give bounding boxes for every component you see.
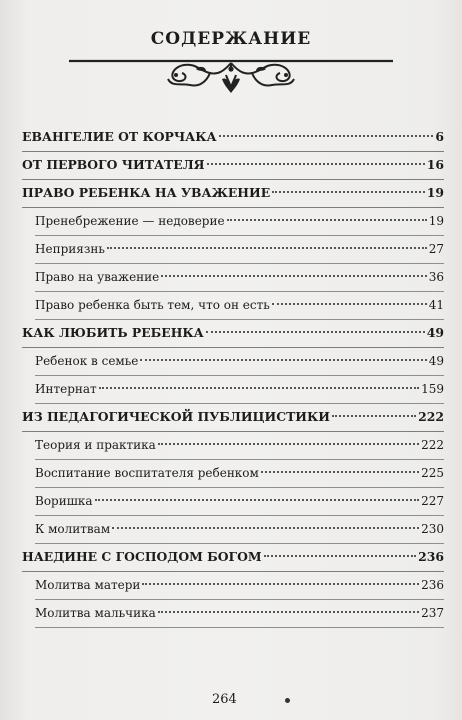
- toc-entry-title: Право на уважение: [35, 270, 160, 284]
- toc-subsection-entry: [22, 207, 444, 235]
- toc-subsection-entry: [22, 515, 444, 543]
- toc-entry-title: Воспитание воспитателя ребенком: [35, 466, 259, 480]
- toc-subsection-entry: [22, 459, 444, 487]
- dot-leader: [140, 359, 426, 361]
- toc-entry-page-number: 27: [428, 242, 444, 256]
- toc-subsection-entry: [22, 291, 444, 319]
- toc-subsection-entry: [22, 235, 444, 263]
- toc-entry-page-number: 227: [421, 494, 444, 508]
- toc-entry-page-number: 16: [426, 157, 444, 172]
- dot-leader: [272, 191, 425, 193]
- toc-subsection-entry: [22, 375, 444, 403]
- dot-leader: [107, 247, 427, 249]
- toc-section-entry: [22, 151, 444, 179]
- toc-entry-title: КАК ЛЮБИТЬ РЕБЕНКА: [22, 325, 204, 340]
- toc-entry-title: Интернат: [35, 382, 97, 396]
- toc-section-entry: [22, 403, 444, 431]
- toc-entry-title: ПРАВО РЕБЕНКА НА УВАЖЕНИЕ: [22, 185, 271, 200]
- dot-leader: [158, 443, 419, 445]
- toc-entry-title: Неприязнь: [35, 242, 105, 256]
- dot-leader: [142, 583, 419, 585]
- dot-leader: [264, 555, 417, 557]
- dot-leader: [161, 275, 426, 277]
- toc-entry-page-number: 41: [428, 298, 444, 312]
- toc-entry-title: ОТ ПЕРВОГО ЧИТАТЕЛЯ: [22, 157, 205, 172]
- toc-entry-title: Молитва матери: [35, 578, 141, 592]
- toc-section-entry: [22, 123, 444, 151]
- toc-entry-page-number: 237: [421, 606, 444, 620]
- toc-entry-page-number: 19: [426, 185, 444, 200]
- toc-entry-page-number: 49: [426, 325, 444, 340]
- toc-entry-title: К молитвам: [35, 522, 111, 536]
- toc-section-entry: [22, 319, 444, 347]
- dot-leader: [99, 387, 419, 389]
- toc-subsection-entry: [22, 487, 444, 515]
- toc-entry-page-number: 236: [418, 549, 444, 564]
- toc-entry-page-number: 222: [418, 409, 444, 424]
- dot-leader: [112, 527, 419, 529]
- toc-entry-page-number: 49: [428, 354, 444, 368]
- dot-leader: [227, 219, 427, 221]
- dot-leader: [332, 415, 416, 417]
- toc-entry-title: НАЕДИНЕ С ГОСПОДОМ БОГОМ: [22, 549, 262, 564]
- toc-entry-page-number: 159: [421, 382, 444, 396]
- dot-leader: [158, 611, 419, 613]
- toc-section-entry: [22, 179, 444, 207]
- toc-subsection-entry: [22, 571, 444, 599]
- page-number: 264: [212, 692, 237, 707]
- toc-entry-title: Теория и практика: [35, 438, 156, 452]
- toc-entry-title: Воришка: [35, 494, 93, 508]
- toc-entry-page-number: 36: [428, 270, 444, 284]
- toc-entry-title: Молитва мальчика: [35, 606, 156, 620]
- toc-subsection-entry: [22, 599, 444, 627]
- toc-entry-page-number: 230: [421, 522, 444, 536]
- dot-leader: [206, 331, 425, 333]
- toc-entry-page-number: 225: [421, 466, 444, 480]
- dot-leader: [219, 135, 434, 137]
- toc-entry-title: Ребенок в семье: [35, 354, 139, 368]
- dot-leader: [207, 163, 425, 165]
- dot-leader: [261, 471, 419, 473]
- toc-entry-title: Пренебрежение — недоверие: [35, 214, 225, 228]
- page-title: СОДЕРЖАНИЕ: [150, 29, 312, 49]
- toc-section-entry: [22, 543, 444, 571]
- toc-entry-title: ИЗ ПЕДАГОГИЧЕСКОЙ ПУБЛИЦИСТИКИ: [22, 409, 330, 424]
- toc-subsection-entry: [22, 347, 444, 375]
- toc-entry-page-number: 236: [421, 578, 444, 592]
- toc-entry-title: Право ребенка быть тем, что он есть: [35, 298, 270, 312]
- table-of-contents: [22, 123, 444, 627]
- toc-subsection-entry: [22, 263, 444, 291]
- toc-entry-page-number: 222: [421, 438, 444, 452]
- dot-leader: [95, 499, 420, 501]
- dot-mark: [285, 698, 290, 703]
- dot-leader: [272, 303, 427, 305]
- toc-entry-title: ЕВАНГЕЛИЕ ОТ КОРЧАКА: [22, 129, 217, 144]
- toc-subsection-entry: [22, 431, 444, 459]
- toc-entry-page-number: 6: [435, 129, 444, 144]
- toc-entry-page-number: 19: [428, 214, 444, 228]
- decorative-ornament: [0, 49, 462, 99]
